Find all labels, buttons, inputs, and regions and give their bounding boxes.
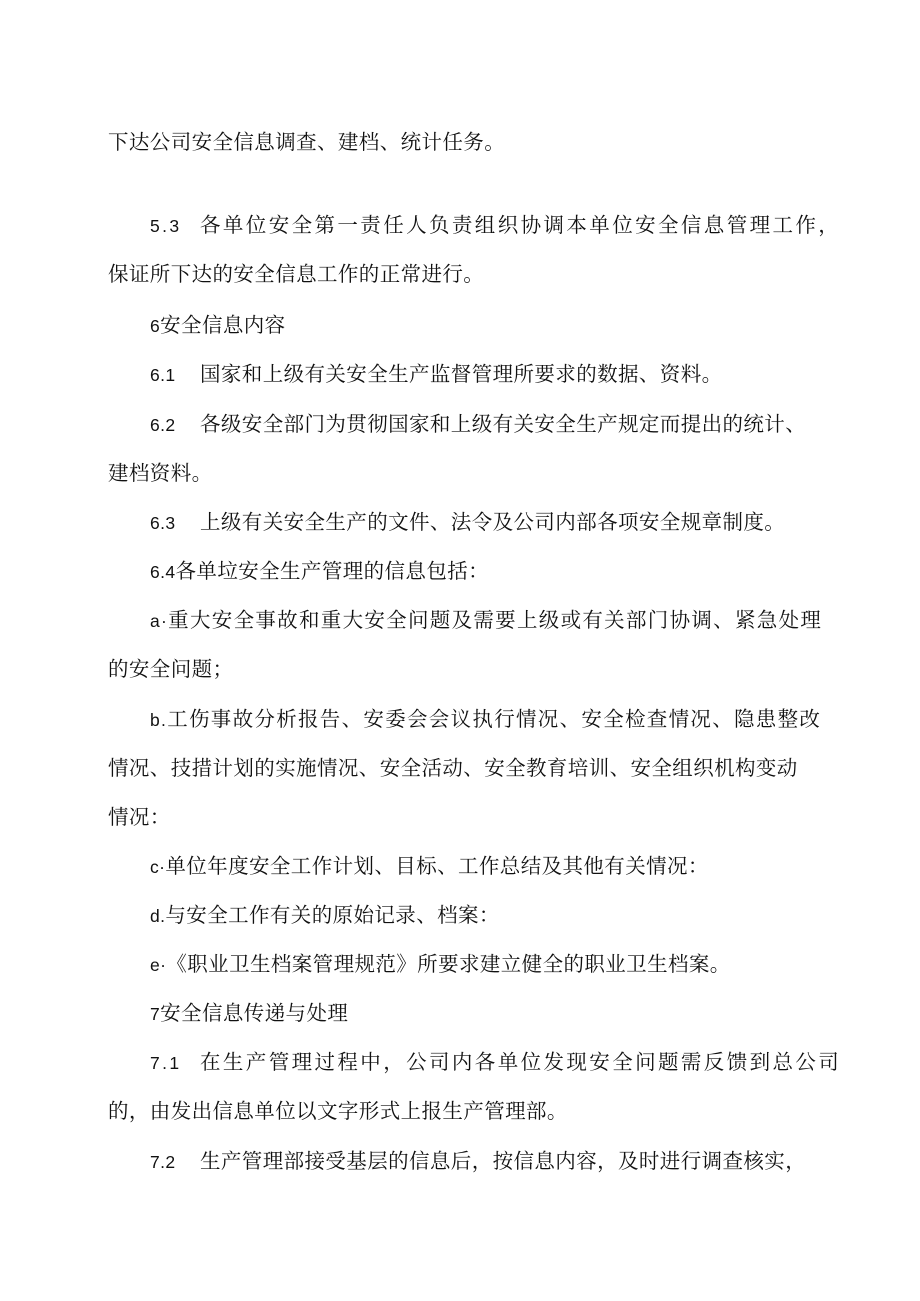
clause-text: 在生产管理过程中，公司内各单位发现安全问题需反馈到总公司 <box>200 1050 842 1074</box>
clause-text: 各级安全部门为贯彻国家和上级有关安全生产规定而提出的统计、 <box>200 412 807 436</box>
paragraph-line <box>108 260 484 288</box>
paragraph-line <box>108 459 213 487</box>
clause-6-4 <box>150 557 489 586</box>
paragraph-line <box>108 803 171 831</box>
item-b <box>150 705 821 734</box>
clause-text: 上级有关安全生产的文件、法令及公司内部各项安全规章制度。 <box>200 510 786 534</box>
section-number: 6 <box>150 316 161 336</box>
paragraph-line <box>108 655 233 683</box>
clause-number: 6.3 <box>150 513 176 533</box>
clause-text: 各单垃安全生产管理的信息包括： <box>175 559 490 583</box>
paragraph-line <box>108 754 798 782</box>
clause-text: 各单位安全第一责任人负责组织协调本单位安全信息管理工作， <box>200 213 842 237</box>
body-text: 的安全问题； <box>108 657 234 681</box>
section-title: 安全信息传递与处理 <box>160 1001 349 1025</box>
item-marker: c· <box>150 857 166 877</box>
item-marker: d. <box>150 906 166 926</box>
clause-7-2 <box>150 1147 806 1176</box>
section-title: 安全信息内容 <box>160 313 286 337</box>
paragraph-line <box>108 1097 568 1125</box>
clause-6-1 <box>150 360 723 389</box>
item-text: 单位年度安全工作计划、目标、工作总结及其他有关情况： <box>165 854 709 878</box>
clause-number: 7.2 <box>150 1152 176 1172</box>
clause-5-3 <box>150 211 841 240</box>
clause-6-2 <box>150 410 806 439</box>
clause-number: 6.4 <box>150 562 176 582</box>
clause-number: 7.1 <box>150 1053 182 1073</box>
clause-7-1 <box>150 1048 841 1077</box>
item-text: 工伤事故分析报告、安委会会议执行情况、安全检查情况、隐患整改 <box>167 707 822 731</box>
clause-text: 国家和上级有关安全生产监督管理所要求的数据、资料。 <box>200 362 723 386</box>
item-d <box>150 901 500 930</box>
item-marker: a· <box>150 611 169 631</box>
body-text: 的，由发出信息单位以文字形式上报生产管理部。 <box>108 1099 568 1123</box>
item-text: 与安全工作有关的原始记录、档案： <box>165 903 500 927</box>
clause-number: 6.1 <box>150 365 176 385</box>
item-c <box>150 852 709 881</box>
clause-text: 生产管理部接受基层的信息后，按信息内容，及时进行调查核实， <box>200 1149 807 1173</box>
item-marker: e· <box>150 955 167 975</box>
clause-number: 6.2 <box>150 415 176 435</box>
section-number: 7 <box>150 1004 161 1024</box>
item-e <box>150 950 731 979</box>
item-text: 重大安全事故和重大安全问题及需要上级或有关部门协调、紧急处理 <box>168 608 823 632</box>
body-text: 情况、技措计划的实施情况、安全活动、安全教育培训、安全组织机构变动 <box>108 756 798 780</box>
body-text: 下达公司安全信息调查、建档、统计任务。 <box>108 130 506 154</box>
section-heading-7 <box>150 999 348 1028</box>
body-text: 保证所下达的安全信息工作的正常进行。 <box>108 262 485 286</box>
clause-6-3 <box>150 508 785 537</box>
item-text: 《职业卫生档案管理规范》所要求建立健全的职业卫生档案。 <box>166 952 731 976</box>
body-text: 情况： <box>108 805 171 829</box>
item-a <box>150 606 822 635</box>
section-heading-6 <box>150 311 286 340</box>
clause-number: 5.3 <box>150 216 182 236</box>
item-marker: b. <box>150 710 168 730</box>
paragraph-line <box>108 128 505 156</box>
body-text: 建档资料。 <box>108 461 213 485</box>
